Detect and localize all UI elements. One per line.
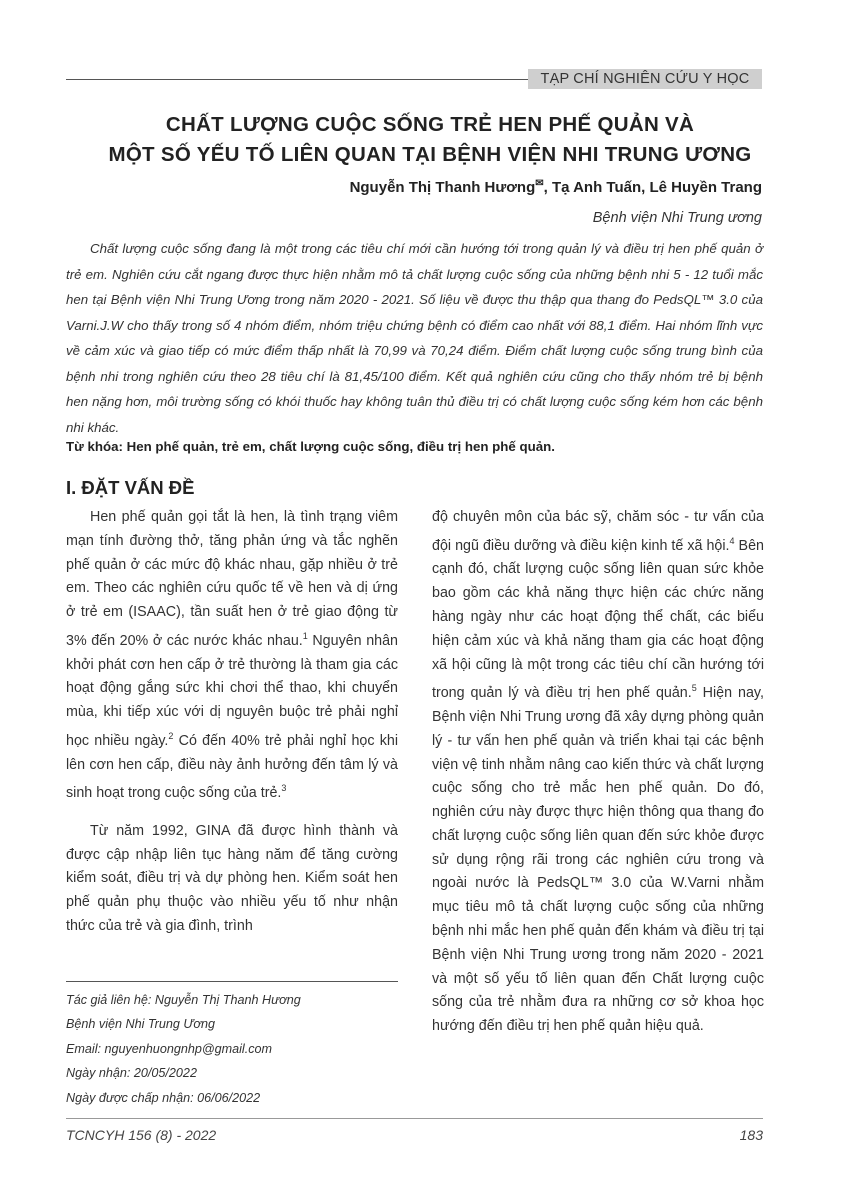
body-column-right [432,506,764,1053]
citation-ref: 5 [691,683,697,694]
footer-citation: TCNCYH 156 (8) - 2022 [66,1127,217,1143]
citation-ref: 4 [729,535,735,546]
text-run: Bên cạnh đó, chất lượng cuộc sống liên quan sức khỏe bao gồm các khả năng thực hiện các chức năng hàng ngày như các hoạt động thể chất, các biểu hiện cảm xúc và khả năng tham gia các hoạt động xã hội cũng là một trong các tiêu chí cần hướng tới trong quản lý và điều trị hen phế quản. [432,537,764,702]
envelope-icon: ✉ [535,178,544,189]
corresponding-author: Nguyễn Thị Thanh Hương [349,179,536,196]
page-number: 183 [739,1127,763,1143]
footnote-corresponding-author: Tác giả liên hệ: Nguyễn Thị Thanh Hương [66,993,301,1007]
footnote-rule [66,981,398,982]
footnote-accepted-date: Ngày được chấp nhận: 06/06/2022 [66,1090,261,1105]
body-paragraph [432,506,764,1039]
footnote-institution: Bệnh viện Nhi Trung Ương [66,1017,215,1032]
journal-name-tag: TẠP CHÍ NGHIÊN CỨU Y HỌC [528,69,762,89]
citation-ref: 1 [302,630,308,641]
keywords: Từ khóa: Hen phế quản, trẻ em, chất lượng cuộc sống, điều trị hen phế quản. [66,439,555,454]
footnote [66,988,398,1110]
co-authors: , Tạ Anh Tuấn, Lê Huyền Trang [543,179,762,196]
citation-ref: 2 [168,730,174,741]
footnote-received-date: Ngày nhận: 20/05/2022 [66,1066,197,1081]
abstract: Chất lượng cuộc sống đang là một trong các tiêu chí mới cần hướng tới trong quản lý và điều trị hen phế quản ở trẻ em. Nghiên cứu cắt ngang được thực hiện nhằm mô tả chất lượng cuộc sống của những bệnh nhi 5 - 12 tuổi mắc hen tại Bệnh viện Nhi Trung Ương trong năm 2020 - 2021. Số liệu về được thu thập qua thang đo PedsQL™ 3.0 của Varni.J.W cho thấy trong số 4 nhóm điểm, nhóm triệu chứng bệnh có điểm cao nhất với 88,1 điểm. Hai nhóm lĩnh vực về cảm xúc và giao tiếp có mức điểm thấp nhất là 70,99 và 70,24 điểm. Điểm chất lượng cuộc sống trung bình của bệnh nhi trong nghiên cứu theo 28 tiêu chí là 81,45/100 điểm. Kết quả nghiên cứu cũng cho thấy nhóm trẻ bị bệnh hen nặng hơn, môi trường sống có khói thuốc hay không tuân thủ điều trị có chất lượng cuộc sống kém hơn các bệnh nhi khác. [66,241,763,435]
footnote-email: Email: nguyenhuongnhp@gmail.com [66,1041,273,1056]
text-run: độ chuyên môn của bác sỹ, chăm sóc - tư vấn của đội ngũ điều dưỡng và điều kiện kinh tế xã hội. [432,509,764,554]
title-line-1: CHẤT LƯỢNG CUỘC SỐNG TRẺ HEN PHẾ QUẢN VÀ [165,113,695,136]
body-column-left [66,506,398,953]
footer-rule [66,1118,763,1119]
article-title [60,110,800,170]
author-list [350,178,762,196]
title-line-2: MỘT SỐ YẾU TỐ LIÊN QUAN TẠI BỆNH VIỆN NHI TRUNG ƯƠNG [108,143,752,166]
header-rule [66,79,528,80]
text-run: Hen phế quản gọi tắt là hen, là tình trạng viêm mạn tính đường thở, tăng phản ứng và tắc nghẽn phế quản ở các mức độ khác nhau, gặp nhiều ở trẻ em. Theo các nghiên cứu quốc tế về hen và dị ứng ở trẻ em (ISAAC), tần suất hen ở trẻ giao động từ 3% đến 20% ở các nước khác nhau. [66,509,398,649]
body-paragraph [66,506,398,806]
section-heading: I. ĐẶT VẤN ĐỀ [66,477,195,498]
affiliation: Bệnh viện Nhi Trung ương [592,210,762,226]
text-run: Có đến 40% trẻ phải nghỉ học khi lên cơn hen cấp, điều này ảnh hưởng đến tâm lý và sinh hoạt trong cuộc sống của trẻ. [66,732,398,802]
text-run: Hiện nay, Bệnh viện Nhi Trung ương đã xây dựng phòng quản lý - tư vấn hen phế quản và triển khai tại các bệnh viện vệ tinh nhằm nâng cao kiến thức và chất lượng cuộc sống cho trẻ mắc hen phế quản. Do đó, nghiên cứu này được thực hiện thông qua thang đo chất lượng cuộc sống liên quan đến sức khỏe được sử dụng rộng rãi trong các nghiên cứu trong và ngoài nước là PedsQL™ 3.0 của W.Varni nhằm mục tiêu mô tả chất lượng cuộc sống của những bệnh nhi mắc hen phế quản đến khám và điều trị tại Bệnh viện Nhi Trung ương trong năm 2020 - 2021 và một số yếu tố liên quan đến Chất lượng cuộc sống của trẻ nhằm đưa ra những cơ sở khoa học hướng đến điều trị hen phế quản hiệu quả. [432,685,764,1035]
citation-ref: 3 [281,783,287,794]
text-run: Nguyên nhân khởi phát cơn hen cấp ở trẻ thường là tham gia các hoạt động gắng sức khi chơi thể thao, khi chuyển mùa, khi tiếp xúc với dị nguyên buộc trẻ phải nghỉ học nhiều ngày. [66,632,398,749]
body-paragraph: Từ năm 1992, GINA đã được hình thành và được cập nhập liên tục hàng năm để tăng cường kiểm soát, điều trị và dự phòng hen. Kiểm soát hen phế quản phụ thuộc vào nhiều yếu tố như nhận thức của trẻ và gia đình, trình [66,822,398,935]
